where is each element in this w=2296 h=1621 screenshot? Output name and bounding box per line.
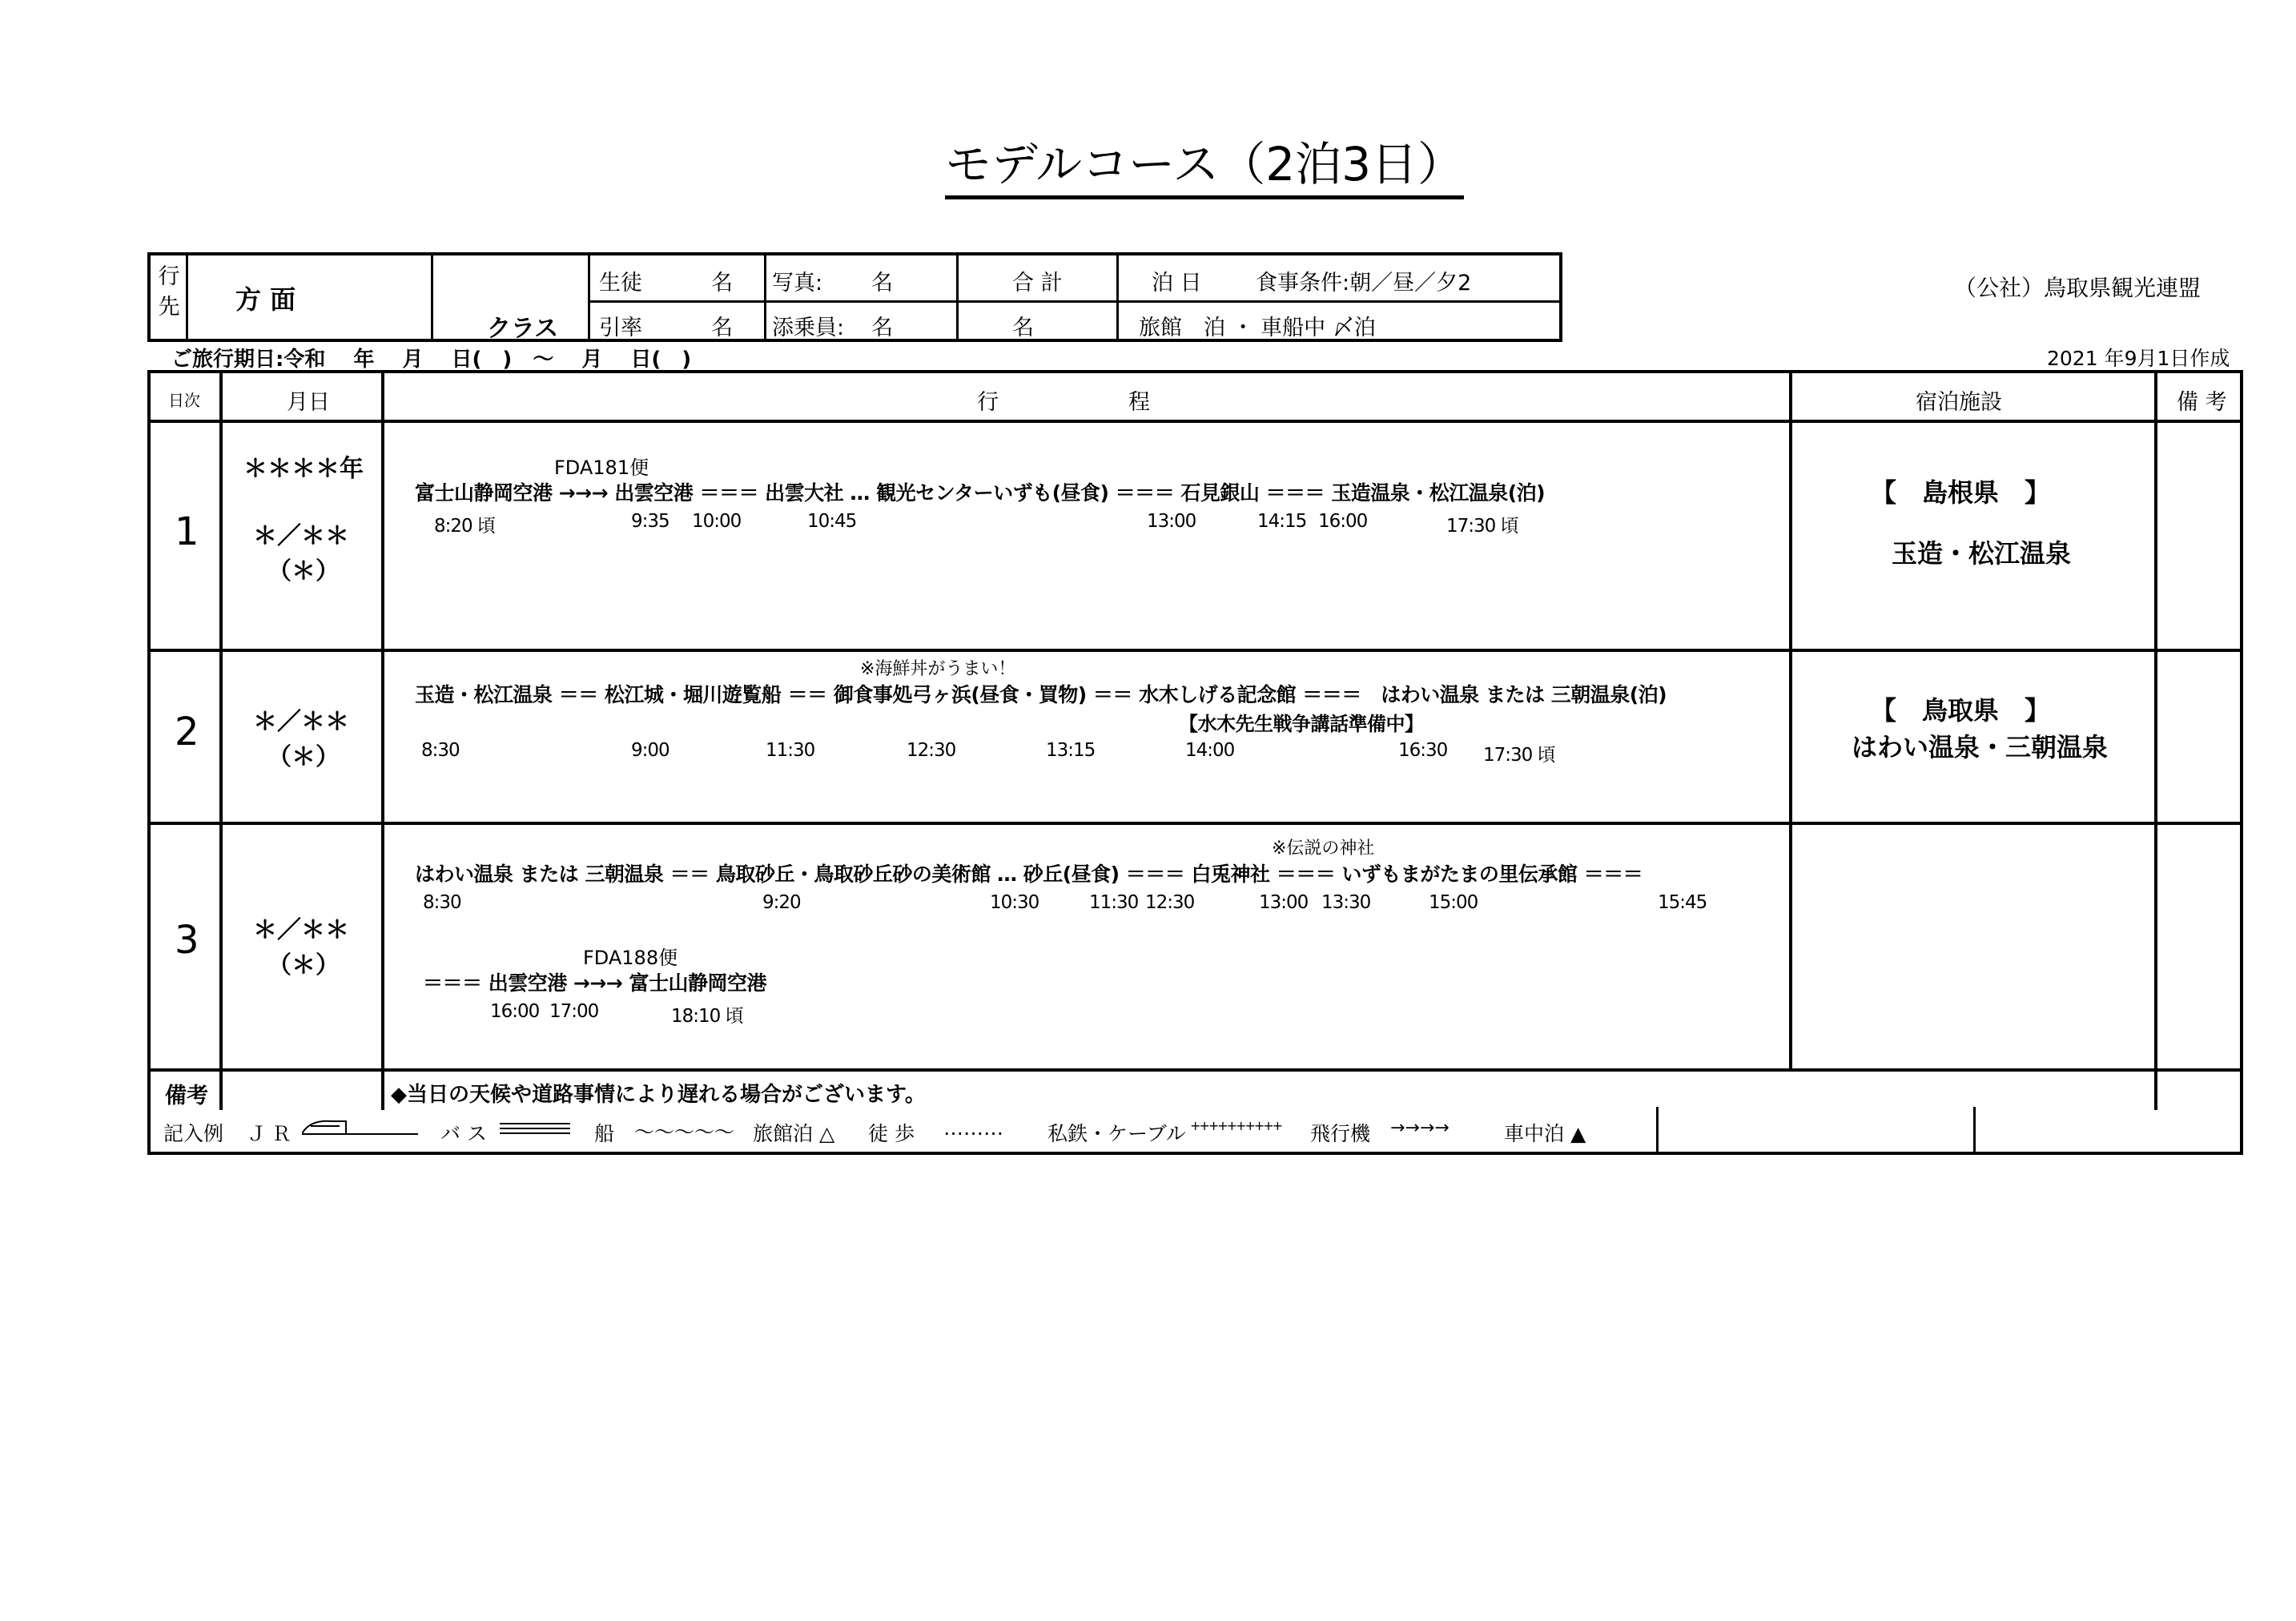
time: 11:30 bbox=[1089, 892, 1139, 913]
time: 16:00 bbox=[490, 1001, 540, 1022]
route: 富士山静岡空港 →→→ 出雲空港 ＝＝＝ 出雲大社 … 観光センターいずも(昼食) ＝＝＝ 石見銀山 ＝＝＝ 玉造温泉・松江温泉(泊) bbox=[415, 481, 1546, 505]
legend-row bbox=[147, 1107, 2243, 1155]
time: 10:45 bbox=[807, 511, 857, 532]
time: 14:15 bbox=[1257, 511, 1307, 532]
lodging-label: 旅館 泊 ・ 車船中 〆泊 bbox=[1139, 316, 1376, 340]
time: 17:30 頃 bbox=[1446, 516, 1518, 537]
col-remarks: 備 考 bbox=[2177, 390, 2227, 415]
legend-jr: ＪＲ bbox=[247, 1122, 297, 1145]
photo-unit: 名 bbox=[871, 271, 893, 296]
legend-label: 記入例 bbox=[163, 1122, 224, 1145]
route: 玉造・松江温泉 ＝＝ 松江城・堀川遊覧船 ＝＝ 御食事処弓ヶ浜(昼食・買物) ＝＝ 水木しげる記念館 ＝＝＝ はわい温泉 または 三朝温泉(泊) bbox=[415, 683, 1667, 706]
itinerary-note: ※海鮮丼がうまい！ bbox=[860, 659, 1016, 679]
legend-ship-mark: ～～～～～ bbox=[634, 1120, 735, 1144]
col-day: 日次 bbox=[168, 391, 200, 410]
meals-label: 食事条件:朝／昼／夕2 bbox=[1256, 271, 1472, 296]
photo-label: 写真: bbox=[772, 271, 823, 296]
time: 14:00 bbox=[1185, 740, 1235, 761]
page-title: モデルコース（2泊3日） bbox=[945, 136, 1464, 199]
total-label: 合 計 bbox=[1012, 271, 1063, 296]
legend-ship: 船 bbox=[594, 1122, 615, 1145]
day-weekday: （＊） bbox=[267, 557, 340, 585]
route-subnote: 【水木先生戦争講話準備中】 bbox=[1179, 713, 1424, 735]
itinerary-note: ※伝説の神社 bbox=[1272, 839, 1375, 859]
area-label: 方 面 bbox=[235, 284, 296, 315]
lodging-prefecture: 【 鳥取県 】 bbox=[1871, 695, 2051, 726]
time: 12:30 bbox=[1145, 892, 1195, 913]
time: 10:00 bbox=[692, 511, 742, 532]
time: 16:30 bbox=[1398, 740, 1448, 761]
flight-label: FDA181便 bbox=[554, 457, 649, 479]
legend-walk-mark: ……… bbox=[943, 1116, 1003, 1140]
day-number: 1 bbox=[175, 509, 199, 554]
remarks-label: 備考 bbox=[165, 1084, 208, 1108]
leader-label: 引率 bbox=[599, 316, 642, 340]
time: 13:15 bbox=[1046, 740, 1096, 761]
col-itinerary: 行 程 bbox=[977, 390, 1150, 415]
time: 11:30 bbox=[766, 740, 815, 761]
time: 10:30 bbox=[990, 892, 1039, 913]
total-unit: 名 bbox=[1012, 316, 1034, 340]
flight-label: FDA188便 bbox=[583, 947, 678, 969]
time: 15:00 bbox=[1429, 892, 1478, 913]
time: 13:00 bbox=[1259, 892, 1309, 913]
time: 8:30 bbox=[423, 892, 461, 913]
itinerary-table bbox=[147, 370, 2243, 1155]
attendant-unit: 名 bbox=[871, 316, 893, 340]
time: 8:20 頃 bbox=[434, 516, 495, 537]
lodging-name: 玉造・松江温泉 bbox=[1892, 538, 2072, 569]
leader-unit: 名 bbox=[711, 316, 733, 340]
train-icon bbox=[300, 1115, 420, 1144]
route-continued: ＝＝＝ 出雲空港 →→→ 富士山静岡空港 bbox=[423, 971, 766, 995]
time: 16:00 bbox=[1318, 511, 1368, 532]
time: 13:30 bbox=[1321, 892, 1371, 913]
organization: （公社）鳥取県観光連盟 bbox=[1954, 275, 2202, 301]
header-table bbox=[147, 252, 1562, 342]
legend-private: 私鉄・ケーブル bbox=[1047, 1122, 1186, 1145]
students-unit: 名 bbox=[711, 271, 733, 296]
travel-period: ご旅行期日:令和 年 月 日( ) ～ 月 日( ) bbox=[171, 348, 692, 372]
day-date: ＊／＊＊ bbox=[253, 916, 349, 944]
destination-label: 行先 bbox=[158, 264, 180, 320]
time: 8:30 bbox=[421, 740, 460, 761]
day-year: ＊＊＊＊年 bbox=[243, 455, 364, 483]
time: 17:00 bbox=[549, 1001, 599, 1022]
created-date: 2021 年9月1日作成 bbox=[2047, 347, 2230, 370]
class-label: クラス bbox=[487, 315, 559, 343]
day-number: 3 bbox=[175, 918, 199, 963]
bus-line-icon bbox=[500, 1120, 572, 1136]
day-weekday: （＊） bbox=[267, 951, 340, 979]
legend-inn: 旅館泊 △ bbox=[753, 1122, 835, 1145]
lodging-prefecture: 【 島根県 】 bbox=[1871, 477, 2051, 508]
day-number: 2 bbox=[175, 710, 199, 754]
day-date: ＊／＊＊ bbox=[253, 708, 349, 736]
attendant-label: 添乗員: bbox=[772, 316, 845, 340]
legend-private-mark: ++++++++++ bbox=[1190, 1118, 1282, 1133]
route: はわい温泉 または 三朝温泉 ＝＝ 鳥取砂丘・鳥取砂丘砂の美術館 … 砂丘(昼食) ＝＝＝ 白兎神社 ＝＝＝ いずもまがたまの里伝承館 ＝＝＝ bbox=[415, 863, 1643, 886]
students-label: 生徒 bbox=[599, 271, 642, 296]
time: 15:45 bbox=[1658, 892, 1707, 913]
legend-walk: 徒 歩 bbox=[868, 1122, 915, 1145]
col-date: 月日 bbox=[287, 390, 330, 415]
day-date: ＊／＊＊ bbox=[253, 522, 349, 550]
time: 13:00 bbox=[1147, 511, 1196, 532]
time: 12:30 bbox=[907, 740, 956, 761]
nights-label: 泊 日 bbox=[1152, 271, 1202, 296]
time: 17:30 頃 bbox=[1483, 745, 1555, 766]
time: 18:10 頃 bbox=[671, 1006, 743, 1027]
time: 9:00 bbox=[631, 740, 669, 761]
legend-bus: バ ス bbox=[440, 1122, 487, 1145]
legend-plane: 飛行機 bbox=[1310, 1122, 1371, 1145]
remarks-text: ◆当日の天候や道路事情により遅れる場合がございます。 bbox=[391, 1083, 926, 1107]
lodging-name: はわい温泉・三朝温泉 bbox=[1852, 732, 2109, 762]
day-weekday: （＊） bbox=[267, 743, 340, 771]
col-lodging: 宿泊施設 bbox=[1916, 390, 2002, 415]
time: 9:35 bbox=[631, 511, 669, 532]
time: 9:20 bbox=[762, 892, 801, 913]
legend-plane-mark: →→→→ bbox=[1390, 1118, 1450, 1138]
legend-car: 車中泊 ▲ bbox=[1504, 1122, 1586, 1145]
